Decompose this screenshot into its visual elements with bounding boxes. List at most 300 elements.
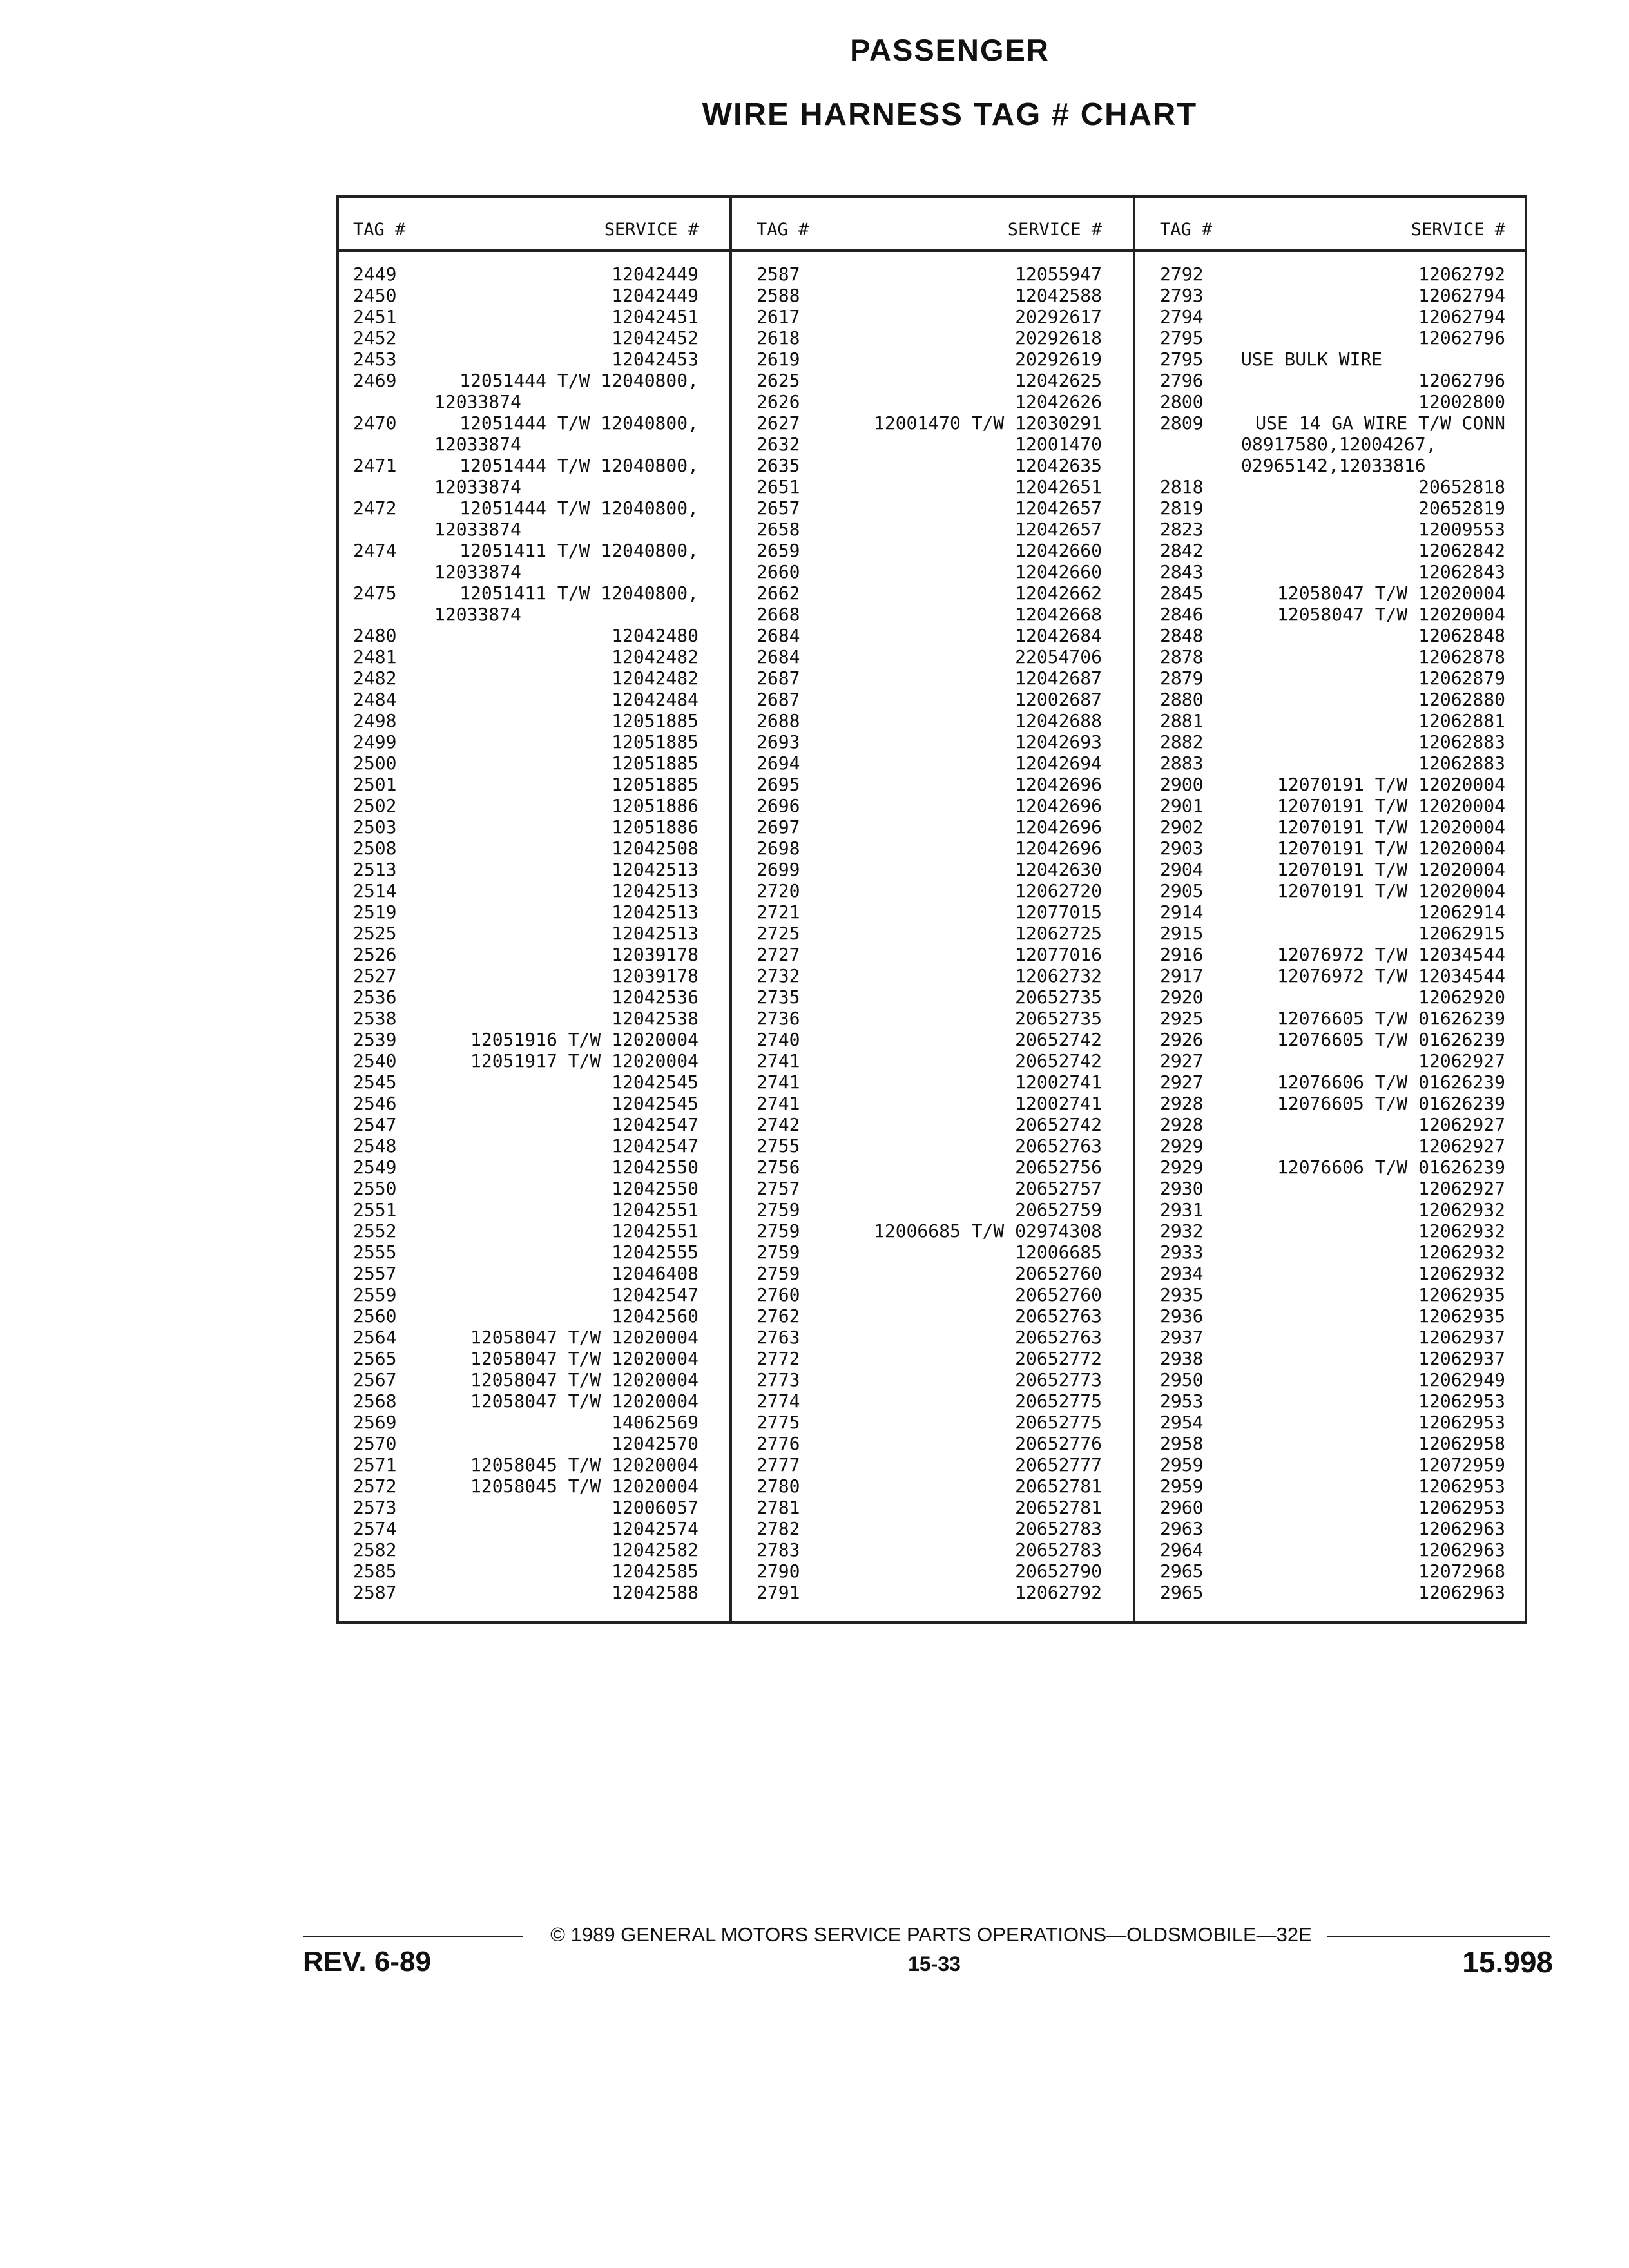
service-number: 12051444 T/W 12040800, [459, 412, 699, 434]
table-row [1160, 306, 1505, 327]
service-number: 12055947 [1015, 264, 1102, 285]
service-number: 12042449 [612, 264, 699, 285]
table-row [1160, 1369, 1505, 1390]
table-row [1160, 327, 1505, 349]
service-number: 12058045 T/W 12020004 [470, 1454, 699, 1475]
table-row [1160, 1072, 1505, 1093]
tag-number: 2759 [757, 1242, 800, 1263]
table-row [353, 625, 699, 646]
tag-number: 2929 [1160, 1157, 1204, 1178]
tag-number: 2760 [757, 1284, 800, 1305]
tag-number: 2727 [757, 944, 800, 965]
tag-number: 2540 [353, 1050, 397, 1072]
tag-number: 2696 [757, 795, 800, 816]
service-number: 12042480 [612, 625, 699, 646]
table-row [757, 859, 1102, 880]
tag-number: 2934 [1160, 1263, 1204, 1284]
service-number: 20652775 [1015, 1390, 1102, 1412]
service-number: 12062927 [1418, 1178, 1505, 1199]
tag-number: 2741 [757, 1093, 800, 1114]
tag-number: 2659 [757, 540, 800, 561]
tag-number: 2627 [757, 412, 800, 434]
service-number: 12062883 [1418, 731, 1505, 753]
table-row [757, 1305, 1102, 1327]
service-number: 12039178 [612, 965, 699, 986]
table-row [1160, 1582, 1505, 1603]
tag-number: 2573 [353, 1497, 397, 1518]
table-row [1160, 731, 1505, 753]
table-row [757, 497, 1102, 519]
table-row [757, 710, 1102, 731]
table-row [353, 1475, 699, 1497]
table-row [757, 391, 1102, 412]
page-title-line-2: WIRE HARNESS TAG # CHART [702, 97, 1198, 132]
service-number: 12042657 [1015, 497, 1102, 519]
tag-number: 2470 [353, 412, 397, 434]
service-number: 12042625 [1015, 370, 1102, 391]
tag-number: 2694 [757, 753, 800, 774]
service-number: 12051917 T/W 12020004 [470, 1050, 699, 1072]
table-row [1160, 1348, 1505, 1369]
table-row [757, 519, 1102, 540]
tag-number: 2757 [757, 1178, 800, 1199]
table-row [353, 561, 699, 582]
service-number: 12062958 [1418, 1433, 1505, 1454]
table-row [1160, 1050, 1505, 1072]
tag-number: 2846 [1160, 604, 1204, 625]
tag-number: 2471 [353, 455, 397, 476]
tag-number: 2904 [1160, 859, 1204, 880]
tag-number: 2697 [757, 816, 800, 838]
table-row [1160, 625, 1505, 646]
tag-number: 2526 [353, 944, 397, 965]
tag-number: 2513 [353, 859, 397, 880]
table-row [757, 1433, 1102, 1454]
tag-number: 2626 [757, 391, 800, 412]
service-number: 12042626 [1015, 391, 1102, 412]
table-row [1160, 901, 1505, 923]
table-row [1160, 285, 1505, 306]
tag-number: 2929 [1160, 1135, 1204, 1157]
tag-number: 2451 [353, 306, 397, 327]
service-number: 20652781 [1015, 1475, 1102, 1497]
service-number: 12042482 [612, 668, 699, 689]
table-row [757, 540, 1102, 561]
service-number: 20652759 [1015, 1199, 1102, 1220]
copyright-notice: © 1989 GENERAL MOTORS SERVICE PARTS OPERATIONS—OLDSMOBILE—32E [550, 1923, 1312, 1946]
service-number: 12002741 [1015, 1093, 1102, 1114]
table-row [757, 434, 1102, 455]
service-number: 12051444 T/W 12040800, [459, 370, 699, 391]
table-row [757, 561, 1102, 582]
service-number: 12062953 [1418, 1475, 1505, 1497]
service-number: 20652735 [1015, 986, 1102, 1008]
table-row [757, 1454, 1102, 1475]
service-number: 12042635 [1015, 455, 1102, 476]
table-row [757, 604, 1102, 625]
table-row [1160, 965, 1505, 986]
table-row [353, 710, 699, 731]
table-row [757, 1114, 1102, 1135]
service-number: 12062963 [1418, 1518, 1505, 1539]
tag-number: 2959 [1160, 1475, 1204, 1497]
service-number: 12042536 [612, 986, 699, 1008]
service-number: 12062880 [1418, 689, 1505, 710]
service-number: 12006685 [1015, 1242, 1102, 1263]
service-number: 12042660 [1015, 561, 1102, 582]
tag-number: 2928 [1160, 1093, 1204, 1114]
table-row [1160, 1263, 1505, 1284]
table-row [757, 689, 1102, 710]
table-row [353, 1008, 699, 1029]
table-row [1160, 1284, 1505, 1305]
tag-number: 2572 [353, 1475, 397, 1497]
tag-number: 2502 [353, 795, 397, 816]
tag-number: 2668 [757, 604, 800, 625]
service-number: 12062915 [1418, 923, 1505, 944]
table-row [353, 668, 699, 689]
tag-number: 2549 [353, 1157, 397, 1178]
service-number: 12042688 [1015, 710, 1102, 731]
table-row [757, 1050, 1102, 1072]
service-number: 12002687 [1015, 689, 1102, 710]
column-header-service: SERVICE # [604, 220, 699, 240]
tag-number: 2796 [1160, 370, 1204, 391]
table-row [757, 965, 1102, 986]
table-row [1160, 1114, 1505, 1135]
header-divider [339, 249, 1525, 252]
table-row [353, 1327, 699, 1348]
table-row [353, 1305, 699, 1327]
table-row [353, 901, 699, 923]
table-row [757, 625, 1102, 646]
table-row [757, 1539, 1102, 1561]
table-row [1160, 1518, 1505, 1539]
tag-number: 2781 [757, 1497, 800, 1518]
service-number: 12042551 [612, 1220, 699, 1242]
tag-number: 2818 [1160, 476, 1204, 497]
table-row [757, 816, 1102, 838]
service-number: 12062920 [1418, 986, 1505, 1008]
table-row [353, 1433, 699, 1454]
table-row [1160, 434, 1505, 455]
tag-number: 2756 [757, 1157, 800, 1178]
table-row [1160, 859, 1505, 880]
tag-number: 2928 [1160, 1114, 1204, 1135]
tag-number: 2684 [757, 625, 800, 646]
service-number: 20652742 [1015, 1029, 1102, 1050]
table-row [353, 1539, 699, 1561]
tag-number: 2449 [353, 264, 397, 285]
table-row [353, 1390, 699, 1412]
table-row [353, 1135, 699, 1157]
tag-number: 2657 [757, 497, 800, 519]
table-row [353, 923, 699, 944]
tag-number: 2617 [757, 306, 800, 327]
tag-number: 2927 [1160, 1050, 1204, 1072]
service-number: 12046408 [612, 1263, 699, 1284]
service-number: 12001470 [1015, 434, 1102, 455]
service-number: 12058047 T/W 12020004 [470, 1348, 699, 1369]
table-row [1160, 264, 1505, 285]
table-row [353, 816, 699, 838]
tag-number: 2900 [1160, 774, 1204, 795]
service-number: 12042660 [1015, 540, 1102, 561]
service-number: 12033874 [434, 519, 521, 540]
service-number: 12062732 [1015, 965, 1102, 986]
tag-number: 2932 [1160, 1220, 1204, 1242]
table-row [1160, 497, 1505, 519]
service-number: 12042484 [612, 689, 699, 710]
table-row [1160, 1199, 1505, 1220]
table-row [353, 1561, 699, 1582]
table-row [353, 327, 699, 349]
page-number: 15-33 [908, 1952, 961, 1975]
tag-number: 2660 [757, 561, 800, 582]
service-number: 12042550 [612, 1157, 699, 1178]
table-row [1160, 1242, 1505, 1263]
service-number: 12006685 T/W 02974308 [873, 1220, 1102, 1242]
tag-number: 2792 [1160, 264, 1204, 285]
table-row [757, 986, 1102, 1008]
tag-number: 2551 [353, 1199, 397, 1220]
table-row [353, 1199, 699, 1220]
service-number: 12042547 [612, 1135, 699, 1157]
service-number: 20652735 [1015, 1008, 1102, 1029]
service-number: 12070191 T/W 12020004 [1277, 774, 1505, 795]
service-number: 12058045 T/W 12020004 [470, 1475, 699, 1497]
tag-number: 2547 [353, 1114, 397, 1135]
tag-number: 2539 [353, 1029, 397, 1050]
table-row [757, 795, 1102, 816]
service-number: 12051444 T/W 12040800, [459, 497, 699, 519]
table-row [353, 434, 699, 455]
table-row [353, 1263, 699, 1284]
table-row [1160, 1561, 1505, 1582]
table-row [353, 1114, 699, 1135]
tag-number: 2574 [353, 1518, 397, 1539]
table-row [757, 1582, 1102, 1603]
table-row [1160, 1327, 1505, 1348]
column-divider-1 [729, 198, 732, 1621]
service-number: 12042687 [1015, 668, 1102, 689]
service-number: 12062935 [1418, 1284, 1505, 1305]
service-number: 12042657 [1015, 519, 1102, 540]
service-number: 12076972 T/W 12034544 [1277, 944, 1505, 965]
service-number: 20652775 [1015, 1412, 1102, 1433]
service-number: 12006057 [612, 1497, 699, 1518]
tag-number: 2958 [1160, 1433, 1204, 1454]
tag-number: 2582 [353, 1539, 397, 1561]
service-number: 12042696 [1015, 816, 1102, 838]
tag-number: 2938 [1160, 1348, 1204, 1369]
table-row [757, 1093, 1102, 1114]
service-number: 12062794 [1418, 285, 1505, 306]
table-row [1160, 880, 1505, 901]
tag-number: 2842 [1160, 540, 1204, 561]
tag-number: 2964 [1160, 1539, 1204, 1561]
service-number: 12042630 [1015, 859, 1102, 880]
table-row [1160, 455, 1505, 476]
table-row [757, 1390, 1102, 1412]
table-row [353, 1348, 699, 1369]
service-number: 12072959 [1418, 1454, 1505, 1475]
tag-number: 2793 [1160, 285, 1204, 306]
table-row [757, 476, 1102, 497]
section-number: 15.998 [1462, 1945, 1553, 1979]
service-number: 12062720 [1015, 880, 1102, 901]
column-divider-2 [1133, 198, 1135, 1621]
table-row [757, 1284, 1102, 1305]
table-row [353, 1050, 699, 1072]
tag-number: 2914 [1160, 901, 1204, 923]
tag-number: 2920 [1160, 986, 1204, 1008]
table-row [1160, 540, 1505, 561]
service-number: 12062927 [1418, 1135, 1505, 1157]
service-number: 20652777 [1015, 1454, 1102, 1475]
table-row [1160, 710, 1505, 731]
tag-number: 2780 [757, 1475, 800, 1497]
tag-number: 2762 [757, 1305, 800, 1327]
footer-rule-left [303, 1936, 523, 1937]
service-number: 20652818 [1418, 476, 1505, 497]
tag-number: 2508 [353, 838, 397, 859]
tag-number: 2935 [1160, 1284, 1204, 1305]
table-row [353, 986, 699, 1008]
table-row [353, 646, 699, 668]
service-number: 20652756 [1015, 1157, 1102, 1178]
table-row [1160, 1539, 1505, 1561]
tag-number: 2695 [757, 774, 800, 795]
table-row [1160, 668, 1505, 689]
service-number: 12042694 [1015, 753, 1102, 774]
service-number: 12002741 [1015, 1072, 1102, 1093]
table-row [1160, 519, 1505, 540]
tag-number: 2960 [1160, 1497, 1204, 1518]
table-row [757, 731, 1102, 753]
tag-number: 2699 [757, 859, 800, 880]
tag-number: 2950 [1160, 1369, 1204, 1390]
service-number: 12062792 [1418, 264, 1505, 285]
tag-number: 2538 [353, 1008, 397, 1029]
table-row [353, 391, 699, 412]
tag-number: 2740 [757, 1029, 800, 1050]
tag-number: 2823 [1160, 519, 1204, 540]
table-row [353, 1582, 699, 1603]
tag-number: 2742 [757, 1114, 800, 1135]
service-number: 20652783 [1015, 1518, 1102, 1539]
table-row [1160, 1029, 1505, 1050]
service-number: 20652742 [1015, 1050, 1102, 1072]
tag-number: 2930 [1160, 1178, 1204, 1199]
service-number: 12051886 [612, 816, 699, 838]
tag-number: 2571 [353, 1454, 397, 1475]
table-row [757, 901, 1102, 923]
table-row [353, 412, 699, 434]
table-row [1160, 1454, 1505, 1475]
service-number: 12033874 [434, 476, 521, 497]
service-number: USE BULK WIRE [1241, 349, 1383, 370]
service-number: 12076972 T/W 12034544 [1277, 965, 1505, 986]
table-row [353, 689, 699, 710]
service-number: 12070191 T/W 12020004 [1277, 838, 1505, 859]
tag-number: 2790 [757, 1561, 800, 1582]
tag-number: 2550 [353, 1178, 397, 1199]
tag-number: 2917 [1160, 965, 1204, 986]
table-row [353, 519, 699, 540]
tag-number: 2915 [1160, 923, 1204, 944]
table-row [757, 1518, 1102, 1539]
table-row [757, 412, 1102, 434]
table-row [757, 944, 1102, 965]
service-number: 12062949 [1418, 1369, 1505, 1390]
tag-number: 2773 [757, 1369, 800, 1390]
tag-number: 2687 [757, 689, 800, 710]
table-row [757, 923, 1102, 944]
tag-number: 2557 [353, 1263, 397, 1284]
service-number: 12070191 T/W 12020004 [1277, 880, 1505, 901]
column-header-tag: TAG # [1160, 220, 1213, 240]
table-row [1160, 923, 1505, 944]
service-number: 12062953 [1418, 1412, 1505, 1433]
service-number: 12001470 T/W 12030291 [873, 412, 1102, 434]
tag-number: 2480 [353, 625, 397, 646]
table-row [353, 944, 699, 965]
table-row [353, 370, 699, 391]
table-row [1160, 838, 1505, 859]
table-row [1160, 561, 1505, 582]
service-number: 12062932 [1418, 1220, 1505, 1242]
tag-number: 2783 [757, 1539, 800, 1561]
table-row [353, 306, 699, 327]
service-number: 20652773 [1015, 1369, 1102, 1390]
service-number: 12042668 [1015, 604, 1102, 625]
tag-number: 2500 [353, 753, 397, 774]
table-row [353, 1178, 699, 1199]
service-number: 12042696 [1015, 838, 1102, 859]
table-row [1160, 1412, 1505, 1433]
tag-number: 2776 [757, 1433, 800, 1454]
table-row [353, 965, 699, 986]
tag-number: 2741 [757, 1050, 800, 1072]
service-number: 20652819 [1418, 497, 1505, 519]
tag-number: 2560 [353, 1305, 397, 1327]
tag-number: 2527 [353, 965, 397, 986]
table-row [353, 582, 699, 604]
tag-number: 2759 [757, 1263, 800, 1284]
tag-number: 2570 [353, 1433, 397, 1454]
table-row [1160, 816, 1505, 838]
table-row [353, 753, 699, 774]
table-row [353, 859, 699, 880]
service-number: 12062932 [1418, 1199, 1505, 1220]
column-header-service: SERVICE # [1007, 220, 1102, 240]
service-number: 12042451 [612, 306, 699, 327]
table-row [353, 476, 699, 497]
table-row [757, 1178, 1102, 1199]
tag-number: 2684 [757, 646, 800, 668]
table-row [757, 1369, 1102, 1390]
service-number: 12039178 [612, 944, 699, 965]
table-row [1160, 370, 1505, 391]
service-number: 12062935 [1418, 1305, 1505, 1327]
service-number: 12062937 [1418, 1348, 1505, 1369]
service-number: 20652763 [1015, 1305, 1102, 1327]
service-number: 20292618 [1015, 327, 1102, 349]
table-row [757, 264, 1102, 285]
tag-number: 2883 [1160, 753, 1204, 774]
table-row [353, 455, 699, 476]
